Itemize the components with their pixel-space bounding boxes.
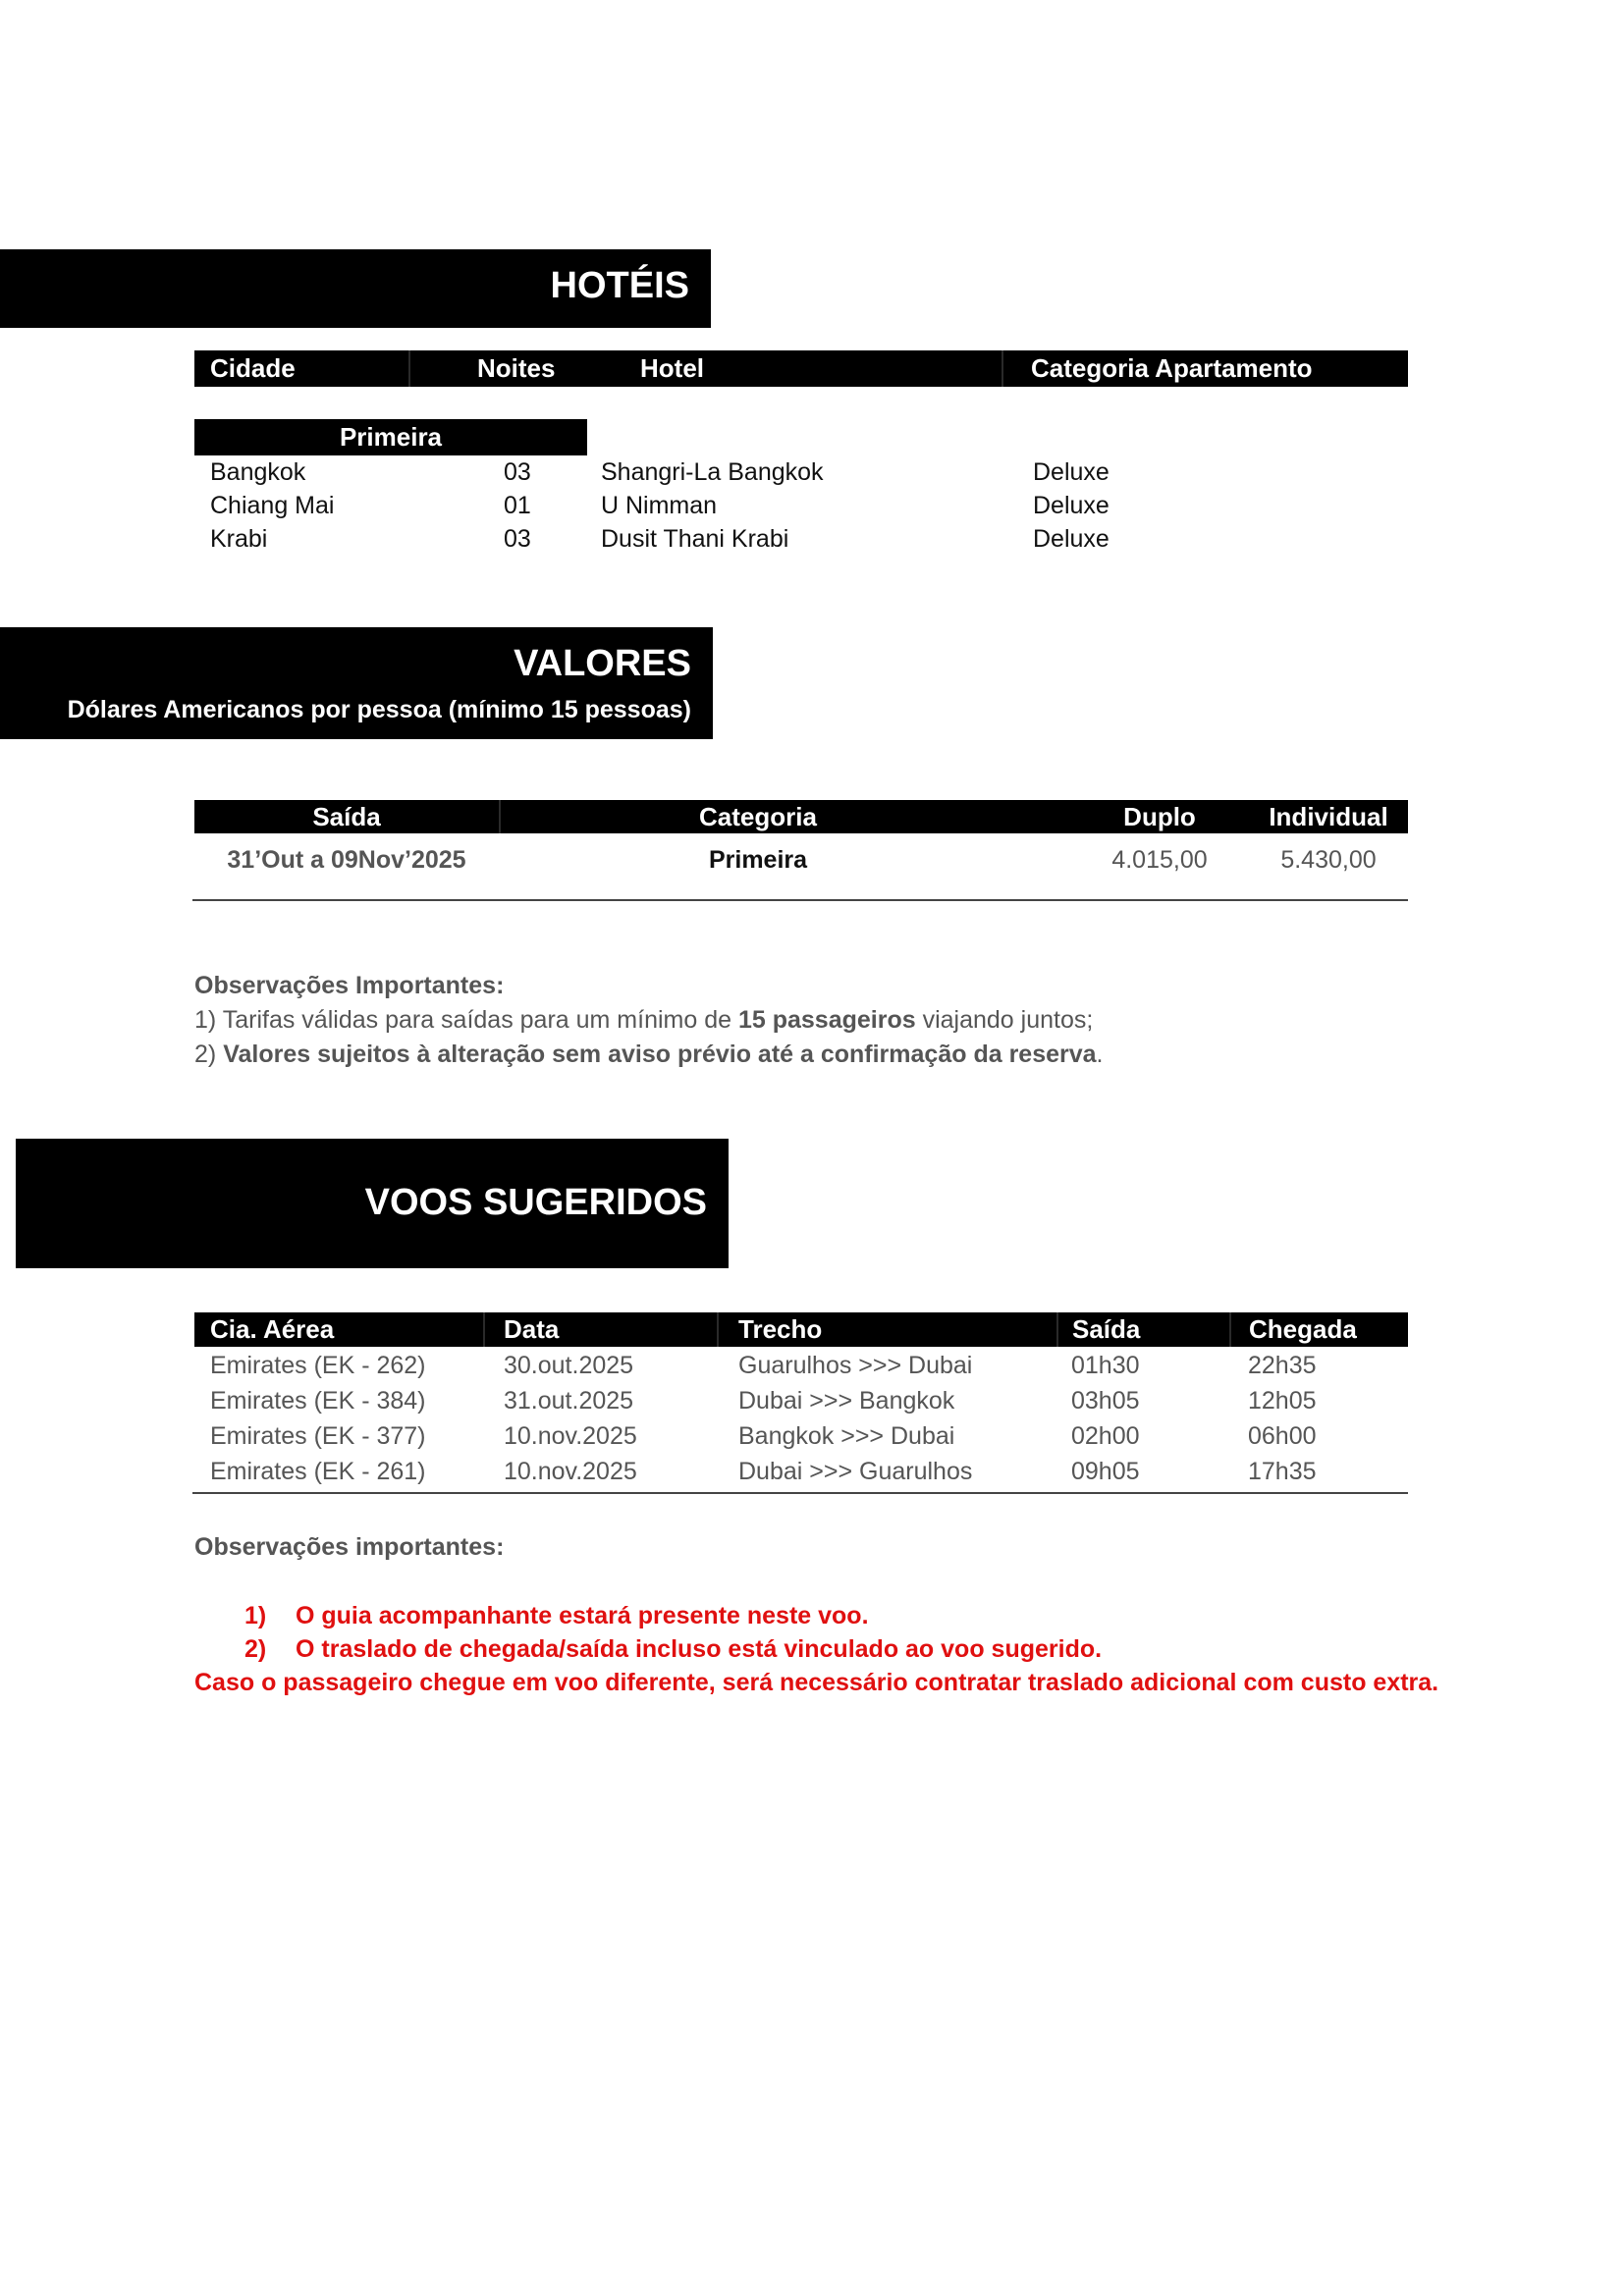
group-label-text: Primeira: [339, 422, 443, 452]
price-departure: 31’Out a 09Nov’2025: [227, 846, 466, 874]
col-header-departure-time: Saída: [1072, 1314, 1141, 1344]
hotel-nights: 01: [504, 492, 531, 519]
hotels-table-header: [194, 350, 1408, 387]
flight-departure: 03h05: [1071, 1387, 1140, 1415]
flight-route: Dubai >>> Guarulhos: [738, 1458, 973, 1485]
hotel-city: Chiang Mai: [210, 492, 335, 519]
hotel-category: Deluxe: [1033, 458, 1110, 486]
hotel-category: Deluxe: [1033, 525, 1110, 553]
col-header-arrival-time: Chegada: [1249, 1314, 1357, 1344]
flights-title: VOOS SUGERIDOS: [364, 1182, 707, 1223]
flight-arrival: 22h35: [1248, 1352, 1317, 1379]
flight-airline: Emirates (EK - 377): [210, 1422, 426, 1450]
hotels-banner: [0, 249, 711, 328]
hotel-category: Deluxe: [1033, 492, 1110, 519]
hotel-city: Krabi: [210, 525, 268, 553]
hotel-nights: 03: [504, 525, 531, 553]
prices-bottom-rule: [192, 899, 1408, 901]
hotel-nights: 03: [504, 458, 531, 486]
flight-notes-heading: Observações importantes:: [194, 1533, 505, 1561]
flight-route: Dubai >>> Bangkok: [738, 1387, 955, 1415]
flights-bottom-rule: [192, 1492, 1408, 1494]
price-category: Primeira: [708, 846, 808, 874]
col-header-double: Duplo: [1123, 802, 1196, 831]
note-line-1-suffix: viajando juntos;: [915, 1006, 1094, 1034]
flight-date: 10.nov.2025: [504, 1422, 637, 1450]
flight-departure: 09h05: [1071, 1458, 1140, 1485]
hotel-name: Shangri-La Bangkok: [601, 458, 824, 486]
prices-title: VALORES: [514, 643, 691, 684]
hotels-group-label: [194, 419, 587, 455]
flight-route: Guarulhos >>> Dubai: [738, 1352, 973, 1379]
prices-subtitle: Dólares Americanos por pessoa (mínimo 15 pessoas): [67, 696, 691, 723]
flight-route: Bangkok >>> Dubai: [738, 1422, 955, 1450]
col-header-nights: Noites: [477, 353, 556, 383]
flight-arrival: 17h35: [1248, 1458, 1317, 1485]
hotel-city: Bangkok: [210, 458, 306, 486]
note-line-1-bold: 15 passageiros: [737, 1006, 916, 1034]
col-header-route: Trecho: [738, 1314, 823, 1344]
flight-date: 10.nov.2025: [504, 1458, 637, 1485]
note-line-2: [194, 1041, 1104, 1069]
notes-heading: Observações Importantes:: [194, 972, 505, 999]
hotel-name: U Nimman: [601, 492, 718, 519]
flights-banner: [16, 1139, 729, 1268]
note-line-2-prefix: 2): [194, 1041, 224, 1068]
note-line-1-prefix: 1) Tarifas válidas para saídas para um mínimo de: [194, 1006, 738, 1034]
prices-table-header: [194, 800, 1408, 833]
flight-airline: Emirates (EK - 384): [210, 1387, 426, 1415]
flights-table-header: [194, 1312, 1408, 1347]
price-single: 5.430,00: [1280, 846, 1377, 874]
col-header-room-category: Categoria Apartamento: [1031, 353, 1313, 383]
flight-airline: Emirates (EK - 262): [210, 1352, 426, 1379]
flight-departure: 01h30: [1071, 1352, 1140, 1379]
flight-note-text: O guia acompanhante estará presente neste voo.: [296, 1602, 869, 1629]
col-header-hotel: Hotel: [640, 353, 704, 383]
col-header-single: Individual: [1269, 802, 1388, 831]
flight-note-number: 2): [244, 1635, 267, 1663]
note-line-2-suffix: .: [1096, 1041, 1104, 1068]
hotel-name: Dusit Thani Krabi: [601, 525, 789, 553]
flight-departure: 02h00: [1071, 1422, 1140, 1450]
note-line-2-bold: Valores sujeitos à alteração sem aviso prévio até a confirmação da reserva: [223, 1041, 1097, 1068]
col-header-airline: Cia. Aérea: [210, 1314, 335, 1344]
col-header-departure: Saída: [312, 802, 381, 831]
col-header-city: Cidade: [210, 353, 296, 383]
flight-note-extra: Caso o passageiro chegue em voo diferente, será necessário contratar traslado adicional com custo extra.: [194, 1669, 1439, 1696]
note-line-1: [194, 1006, 1093, 1035]
flight-arrival: 06h00: [1248, 1422, 1317, 1450]
flight-arrival: 12h05: [1248, 1387, 1317, 1415]
col-header-date: Data: [504, 1314, 560, 1344]
flight-airline: Emirates (EK - 261): [210, 1458, 426, 1485]
col-header-category: Categoria: [699, 802, 817, 831]
flight-note-number: 1): [244, 1602, 267, 1629]
flight-note-text: O traslado de chegada/saída incluso está vinculado ao voo sugerido.: [296, 1635, 1103, 1663]
hotels-title: HOTÉIS: [550, 265, 689, 306]
prices-banner: [0, 627, 713, 739]
flight-date: 30.out.2025: [504, 1352, 634, 1379]
flight-date: 31.out.2025: [504, 1387, 634, 1415]
price-double: 4.015,00: [1111, 846, 1208, 874]
